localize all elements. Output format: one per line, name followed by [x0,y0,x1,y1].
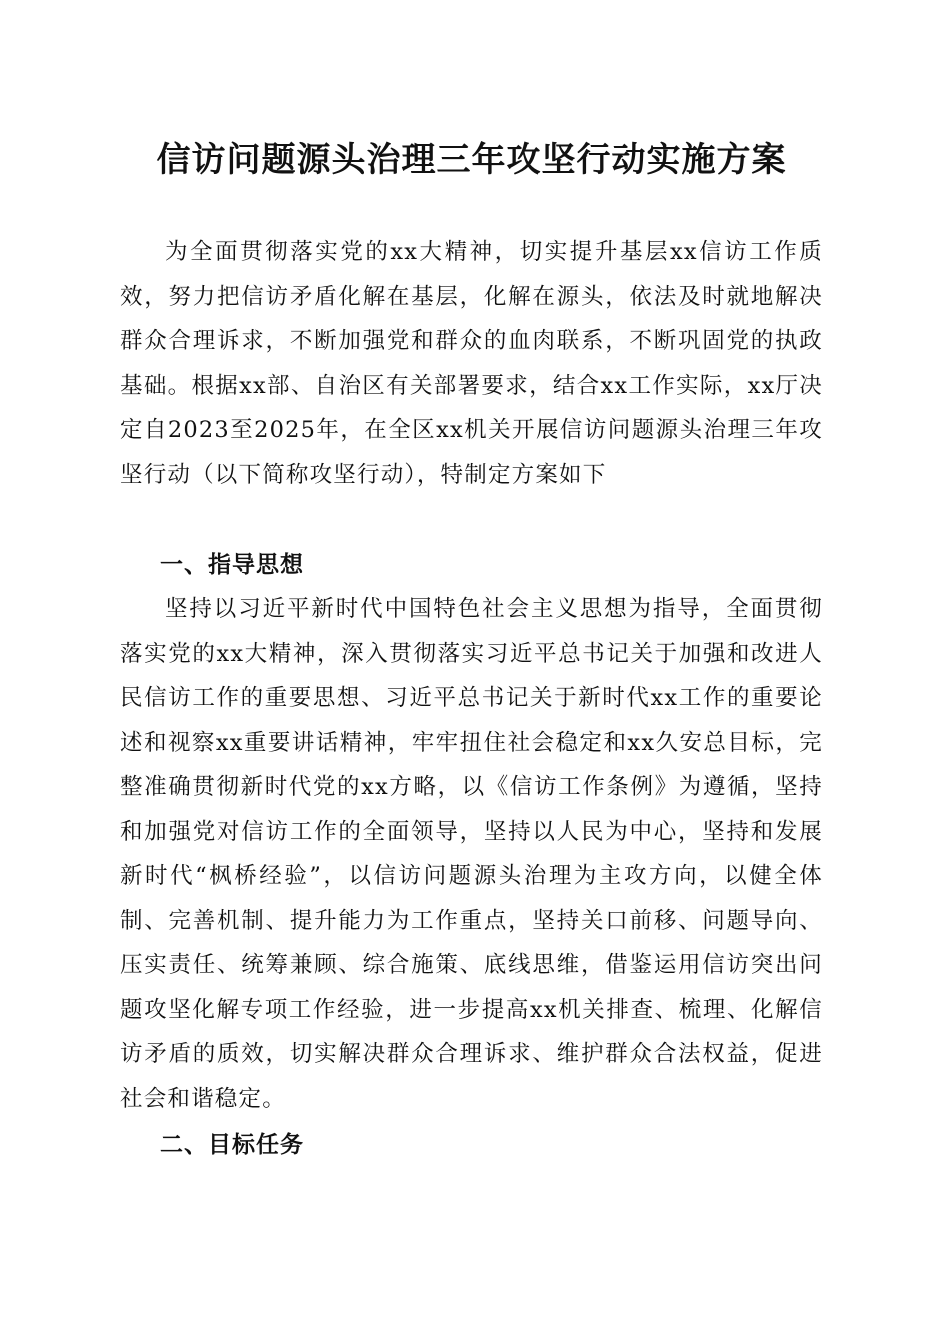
guiding-ideology-paragraph: 坚持以习近平新时代中国特色社会主义思想为指导，全面贯彻落实党的xx大精神，深入贯彻落实习近平总书记关于加强和改进人民信访工作的重要思想、习近平总书记关于新时代xx工作的重要论述和视察xx重要讲话精神，牢牢扭住社会稳定和xx久安总目标，完整准确贯彻新时代党的xx方略，以《信访工作条例》为遵循，坚持和加强党对信访工作的全面领导，坚持以人民为中心，坚持和发展新时代“枫桥经验”，以信访问题源头治理为主攻方向，以健全体制、完善机制、提升能力为工作重点，坚持关口前移、问题导向、压实责任、统筹兼顾、综合施策、底线思维，借鉴运用信访突出问题攻坚化解专项工作经验，进一步提高xx机关排查、梳理、化解信访矛盾的质效，切实解决群众合理诉求、维护群众合法权益，促进社会和谐稳定。 [120,596,823,1112]
section-heading-guiding-ideology: 一、指导思想 [160,552,304,578]
document-page [120,0,823,1344]
section-heading-goals-tasks: 二、目标任务 [160,1132,304,1158]
document-title: 信访问题源头治理三年攻坚行动实施方案 [156,140,787,180]
intro-paragraph: 为全面贯彻落实党的xx大精神，切实提升基层xx信访工作质效，努力把信访矛盾化解在基层，化解在源头，依法及时就地解决群众合理诉求，不断加强党和群众的血肉联系，不断巩固党的执政基础。根据xx部、自治区有关部署要求，结合xx工作实际，xx厅决定自2023至2025年，在全区xx机关开展信访问题源头治理三年攻坚行动（以下简称攻坚行动），特制定方案如下 [120,239,823,488]
